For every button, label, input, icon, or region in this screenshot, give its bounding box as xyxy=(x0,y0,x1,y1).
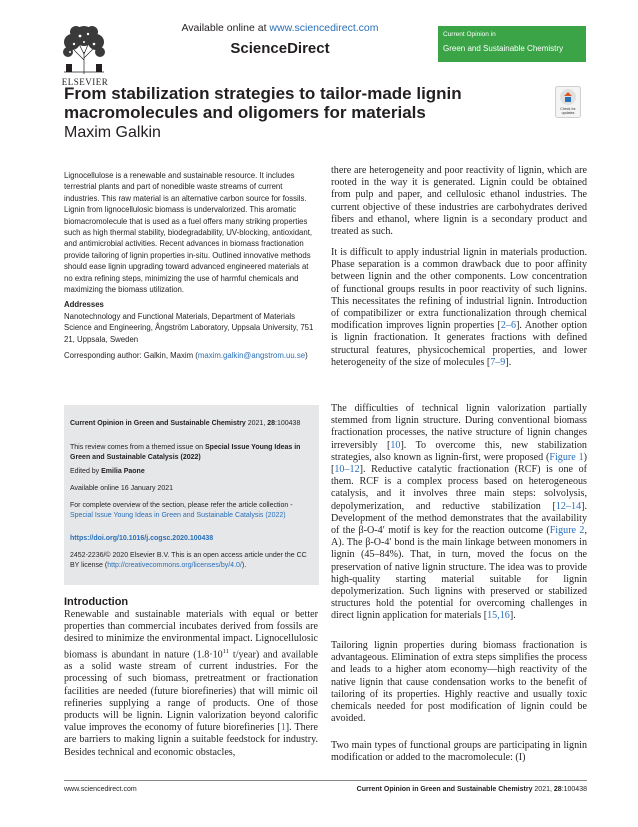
available-date: Available online 16 January 2021 xyxy=(70,485,174,492)
footer-citation xyxy=(330,786,587,793)
license-suffix: ). xyxy=(241,561,247,569)
figure-link[interactable]: Figure 1 xyxy=(549,451,584,463)
addresses-text: Nanotechnology and Functional Materials, Department of Materials Science and Engineering, Ångström Laboratory, Uppsala University, 751 21, Uppsala, Sweden xyxy=(64,312,314,344)
right-paragraph-1: there are heterogeneity and poor reactivity of lignin, which are rooted in the way it is generated. Lignin could be obtained from pulp and paper, and cellulosic ethanol industries. The current objective of these industries are carbohydrates derived fibers and ethanol, where lignin is a secondary product and treated as such. xyxy=(331,165,587,238)
corresponding-suffix: ) xyxy=(305,351,308,360)
ref-link[interactable]: 12–14 xyxy=(555,500,582,512)
citation-year: 2021, xyxy=(245,420,268,427)
right-paragraph-4: Tailoring lignin properties during biomass fractionation is advantageous. Elimination of extra steps simplifies the process and leads to a higher atom economy—high reactivity of the native lignin that cause condensation works to the benefit of tailoring of its properties. Highly reactive and usually toxic chemicals needed for post modification of lignin could be avoided. xyxy=(331,640,587,725)
ref-link[interactable]: 1 xyxy=(280,722,286,734)
article-author: Maxim Galkin xyxy=(64,124,161,141)
citation-volume: 28 xyxy=(267,420,276,427)
doi-line xyxy=(70,534,314,544)
journal-banner xyxy=(438,26,586,62)
check-for-updates-icon[interactable] xyxy=(555,86,581,118)
footer-year: 2021, xyxy=(532,786,554,793)
available-prefix: Available online at xyxy=(181,22,270,34)
themed-issue xyxy=(70,443,314,462)
intro-text-3: ]. There are barriers to making lignin a suitable feedstock for industry. Besides technical and economic obstacles, xyxy=(64,722,318,758)
p3-text-e: ]. Development of the method demonstrates that the availability of the β-O-4′ motif is key for the reaction outcome ( xyxy=(331,500,587,537)
footer-pages: :100438 xyxy=(561,786,587,793)
ref-link[interactable]: 10 xyxy=(390,439,401,451)
edited-by xyxy=(70,467,314,477)
p3-text-g: ]. xyxy=(509,610,516,622)
p3-text-b: ]. To overcome this, new stabilization strategies, also known as lignin-first, were proposed ( xyxy=(331,439,587,463)
right-paragraph-3 xyxy=(331,403,587,623)
citation-pages: :100438 xyxy=(275,420,301,427)
figure-link[interactable]: Figure 2 xyxy=(549,525,585,537)
p2-text-3: ]. xyxy=(505,356,512,368)
overview-prefix: For complete overview of the section, please refer the article collection - xyxy=(70,502,293,509)
introduction-paragraph xyxy=(64,609,318,759)
p2-text-2: ]. Another option is lignin fractionation. It generates fractions with defined structural features, physicochemical properties, and lower heterogeneity of the size of molecules [ xyxy=(331,320,588,368)
corresponding-author xyxy=(64,350,318,361)
footer-rule xyxy=(64,780,587,781)
p3-text-c: ) [ xyxy=(331,451,587,476)
ref-link[interactable]: 7–9 xyxy=(490,356,506,368)
theme-name: Special Issue Young Ideas in Green and Sustainable Catalysis (2022) xyxy=(70,444,301,461)
citation-line xyxy=(70,419,314,429)
right-paragraph-5: Two main types of functional groups are participating in lignin modification or added to the macromolecule: (I) xyxy=(331,740,587,764)
author-email-link[interactable]: maxim.galkin@angstrom.uu.se xyxy=(197,351,306,360)
ref-link[interactable]: 15,16 xyxy=(487,610,510,622)
corresponding-prefix: Corresponding author: Galkin, Maxim ( xyxy=(64,351,198,360)
journal-line-2: Green and Sustainable Chemistry xyxy=(443,44,564,53)
intro-exponent: 11 xyxy=(222,647,229,655)
editor-name: Emilia Paone xyxy=(101,468,145,475)
p3-text-a: The difficulties of technical lignin valorization partially stemmed from lignin structure. During conventional biomass fractionation processes, the native structure of lignin changes irreversibly [ xyxy=(331,403,587,451)
addresses-heading: Addresses xyxy=(64,300,104,309)
doi-link[interactable]: https://doi.org/10.1016/j.cogsc.2020.100438 xyxy=(70,535,214,542)
edited-prefix: Edited by xyxy=(70,468,102,475)
sciencedirect-link[interactable]: www.sciencedirect.com xyxy=(269,22,379,34)
collection-link[interactable]: Special Issue Young Ideas in Green and Sustainable Catalysis (2022) xyxy=(70,511,286,519)
ref-link[interactable]: 2–6 xyxy=(500,320,517,332)
article-info-box xyxy=(64,405,319,585)
license-line xyxy=(70,551,314,570)
collection-overview xyxy=(70,501,314,520)
ref-link[interactable]: 10–12 xyxy=(334,464,360,476)
platform-name: ScienceDirect xyxy=(230,40,330,57)
footer-volume: 28 xyxy=(553,786,562,793)
p2-text-1: It is difficult to apply industrial lignin in materials production. Phase separation is a common drawback due to poor affinity between lignin and the other components. Low concentration of functional groups results in poor reactivity of such lignins. This necessitates the refining of industrial lignin. Introduction of compatibilizer or extra functionalization through chemical modification improves lignin properties [ xyxy=(331,247,587,332)
p3-text-d: ]. Reductive catalytic fractionation (RCF) is one of them. RCF is a complex process based on heterogeneous catalysis, and it involves three main steps: solvolysis, depolymerization, and reductive stabilization [ xyxy=(331,464,587,512)
right-paragraph-2 xyxy=(331,247,587,369)
section-heading-introduction: Introduction xyxy=(64,596,129,608)
p3-text-f: , A). The β-O-4′ bond is the main linkage between monomers in lignin (45–84%). That, in turn, moved the focus on the preservation of native lignin structure. The idea was to provide high-quality starting material suitable for lignin depolymerization. Such lignins with preserved or stabilized structures hold the potential for overcoming challenges in direct lignin application for materials [ xyxy=(331,525,587,622)
license-prefix: 2452-2236/© 2020 Elsevier B.V. This is an open access article under the CC BY license ( xyxy=(70,552,307,569)
publisher-name: ELSEVIER xyxy=(61,77,109,87)
citation-journal: Current Opinion in Green and Sustainable Chemistry xyxy=(70,420,246,427)
elsevier-tree-logo xyxy=(60,22,108,76)
svg-text:updates: updates xyxy=(561,111,575,115)
license-link[interactable]: http://creativecommons.org/licenses/by/4.0/ xyxy=(107,561,242,569)
svg-text:Check for: Check for xyxy=(560,107,576,111)
abstract: Lignocellulose is a renewable and sustainable resource. It includes terrestrial plants and part of nonedible waste streams of current industries. This raw material is an alternative carbon source for fossils. Lignin from lignocellulosic biomass is undervalorized. This aromatic biomacromolecule that is used as a fuel offers many striking properties such as high thermal stability, biodegradability, UV-blocking, antioxidant, and antimicrobial activities. Recent advances in biomass fractionation provide tailoring of lignin properties in-situ. Outlined innovative methods should ease lignin upgrading toward advanced engineered materials at no extra refining steps, minimizing the use of harmful chemicals and maximizing the biomass utilization. xyxy=(64,171,313,295)
article-title: From stabilization strategies to tailor-made lignin macromolecules and oligomers for materials xyxy=(64,84,462,122)
journal-line-1: Current Opinion in xyxy=(443,31,496,38)
intro-text-1: Renewable and sustainable materials with equal or better properties than commercial incubates derived from fossils are desired to minimize the environmental impact. Lignocellulosic biomass is abundant in nature (1.8·10 xyxy=(64,609,318,660)
intro-text-2: t/year) and available as a solid waste stream of current industries. For the processing of such biomass, pretreatment or fractionation facilities are needed (future biorefineries) that will mimic oil refineries supplying a range of products. One of those products will be lignin. Lignin valorization beyond calorific value improves the economy of future biorefineries [ xyxy=(64,648,318,734)
available-online xyxy=(160,22,400,34)
footer-journal: Current Opinion in Green and Sustainable Chemistry xyxy=(356,786,533,793)
footer-website: www.sciencedirect.com xyxy=(64,786,137,793)
theme-prefix: This review comes from a themed issue on xyxy=(70,444,205,451)
